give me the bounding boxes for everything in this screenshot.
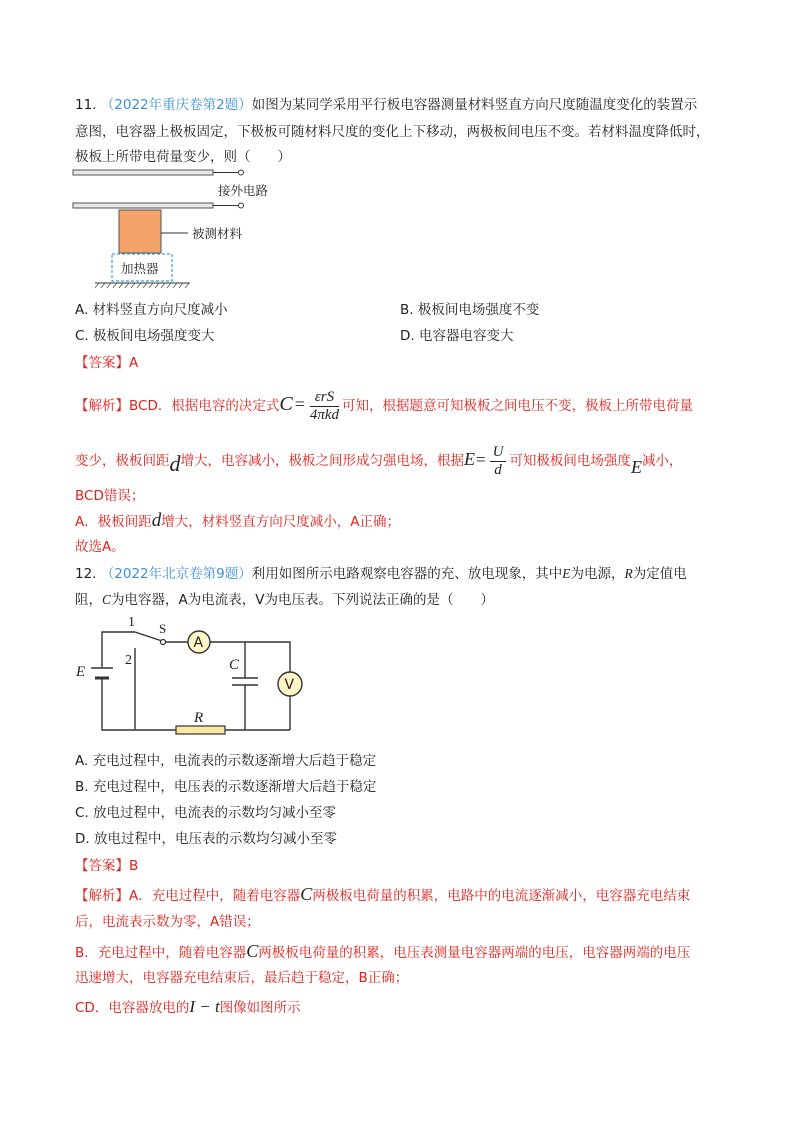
q12-option-a[interactable]: A. 充电过程中，电流表的示数逐渐增大后趋于稳定: [75, 753, 377, 769]
formula-c-den: 4πkd: [309, 406, 340, 423]
q12-analysis-line1: [75, 884, 690, 906]
q12-analysis-line4: 迅速增大，电容器充电结束后，最后趋于稳定，B正确；: [75, 970, 409, 986]
q11-analysis-text4b: 增大，材料竖直方向尺度减小，A正确；: [161, 514, 400, 530]
formula-c-lhs: C: [279, 393, 293, 415]
q11-answer-label: 【答案】: [75, 355, 129, 371]
q11-answer-value: A: [129, 355, 139, 371]
q11-option-b[interactable]: B. 极板间电场强度不变: [400, 302, 540, 318]
terminal-bottom: [239, 203, 244, 208]
q11-stem-line3: 极板上所带电荷量变少，则（ ）: [75, 149, 291, 165]
q11-option-c[interactable]: C. 极板间电场强度变大: [75, 328, 215, 344]
q12-stem-text1c: 为定值电: [632, 566, 687, 582]
q12-analysis-line2: 后，电流表示数为零，A错误；: [75, 914, 260, 930]
q11-analysis-text1a: BCD．根据电容的决定式: [129, 398, 280, 414]
q12-option-d[interactable]: D. 放电过程中，电压表的示数均匀减小至零: [75, 831, 337, 847]
formula-e-eq: =: [476, 450, 486, 469]
q11-analysis-label: 【解析】: [75, 398, 129, 414]
var-e: E: [630, 457, 642, 477]
q12-analysis-label: 【解析】: [75, 888, 129, 904]
formula-e-den: d: [494, 461, 502, 478]
q12-sym-e: E: [562, 566, 571, 581]
formula-e-lhs: E: [464, 449, 475, 469]
upper-plate: [73, 170, 213, 175]
formula-c-eq: =: [294, 394, 305, 414]
q12-stem-text2b: 为电容器，A为电流表，V为电压表。下列说法正确的是（ ）: [111, 592, 494, 608]
terminal-2-label: 2: [125, 653, 132, 668]
q12-answer: [75, 856, 138, 876]
q12-var-c: C: [300, 884, 313, 904]
var-d: d: [169, 451, 181, 476]
terminal-1-label: 1: [128, 615, 135, 630]
q12-option-c[interactable]: C. 放电过程中，电流表的示数均匀减小至零: [75, 805, 337, 821]
q11-analysis-line5: 故选A。: [75, 539, 125, 555]
q11-analysis-line3: BCD错误；: [75, 488, 145, 504]
terminal-top: [239, 170, 244, 175]
q11-option-d[interactable]: D. 电容器电容变大: [400, 328, 514, 344]
q12-source: （2022年北京卷第9题）: [100, 566, 252, 582]
q11-analysis-text2d: 减小，: [641, 453, 683, 469]
q12-analysis-text3a: B．充电过程中，随着电容器: [75, 945, 247, 961]
q12-stem-text1a: 利用如图所示电路观察电容器的充、放电现象，其中: [251, 566, 563, 582]
q11-source: （2022年重庆卷第2题）: [100, 97, 252, 113]
q11-stem-line1: [75, 95, 697, 115]
q12-stem-text2a: 阻，: [75, 592, 102, 608]
resistor: [176, 726, 225, 734]
q11-analysis-line1: [75, 384, 693, 426]
q12-analysis-text1b: 两极板电荷量的积累，电路中的电流逐渐减小，电容器充电结束: [312, 888, 691, 904]
voltmeter-label: V: [284, 677, 295, 693]
q11-analysis-text2a: 变少，极板间距: [75, 453, 170, 469]
q12-sym-c: C: [102, 592, 112, 607]
formula-e-fraction: [490, 444, 507, 479]
q12-analysis-text5a: CD．电容器放电的: [75, 1000, 190, 1016]
q11-analysis-text2b: 增大，电容减小，极板之间形成匀强电场，根据: [180, 453, 464, 469]
q12-analysis-line3: [75, 941, 690, 963]
capacitor-label: C: [229, 657, 240, 673]
formula-c-num: εrS: [310, 389, 339, 407]
switch-label: S: [159, 621, 167, 636]
q11-analysis-text4a: A．极板间距: [75, 514, 152, 530]
ammeter-label: A: [193, 635, 204, 651]
q12-answer-label: 【答案】: [75, 858, 129, 874]
resistor-label: R: [194, 710, 204, 726]
label-heater: 加热器: [121, 261, 159, 276]
switch-contact: [161, 640, 166, 645]
label-external-circuit: 接外电路: [218, 183, 269, 198]
q12-stem-line2: [75, 590, 494, 610]
q11-stem-text1: 如图为某同学采用平行板电容器测量材料竖直方向尺度随温度变化的装置示: [251, 97, 698, 113]
q12-stem-text1b: 为电源，: [570, 566, 625, 582]
q12-analysis-text1a: A．充电过程中，随着电容器: [129, 888, 301, 904]
q12-sym-r: R: [624, 566, 633, 581]
q12-analysis-text3b: 两极板电荷量的积累，电压表测量电容器两端的电压，电容器两端的电压: [258, 945, 691, 961]
q11-analysis-line4: [75, 511, 400, 532]
q12-var-c-2: C: [246, 941, 259, 961]
q11-option-a[interactable]: A. 材料竖直方向尺度减小: [75, 302, 228, 318]
q12-circuit-figure: [70, 612, 310, 737]
lower-plate: [73, 203, 213, 208]
q12-stem-line1: [75, 564, 687, 584]
q11-answer: [75, 353, 138, 373]
q12-analysis-line5: [75, 997, 301, 1018]
q11-figure: [70, 165, 269, 290]
q11-analysis-text1b: 可知，根据题意可知极板之间电压不变，极板上所带电荷量: [342, 398, 694, 414]
formula-e-num: U: [490, 444, 507, 462]
q12-option-b[interactable]: B. 充电过程中，电压表的示数逐渐增大后趋于稳定: [75, 779, 377, 795]
q11-analysis-line2: [75, 438, 682, 481]
battery-label: E: [76, 664, 86, 680]
q12-number: 12.: [75, 566, 97, 582]
q12-answer-value: B: [129, 858, 139, 874]
label-material: 被测材料: [192, 226, 243, 241]
measured-material: [119, 210, 161, 253]
q11-analysis-text2c: 可知极板间电场强度: [509, 453, 631, 469]
var-d-2: d: [151, 510, 162, 531]
q11-number: 11.: [75, 97, 97, 113]
formula-c-fraction: [310, 389, 339, 424]
q12-analysis-text5b: 图像如图所示: [219, 1000, 301, 1016]
q12-i-t-formula: I − t: [189, 997, 220, 1016]
q11-stem-line2: 意图，电容器上极板固定，下极板可随材料尺度的变化上下移动，两极板间电压不变。若材料温度降低时，: [75, 124, 710, 140]
